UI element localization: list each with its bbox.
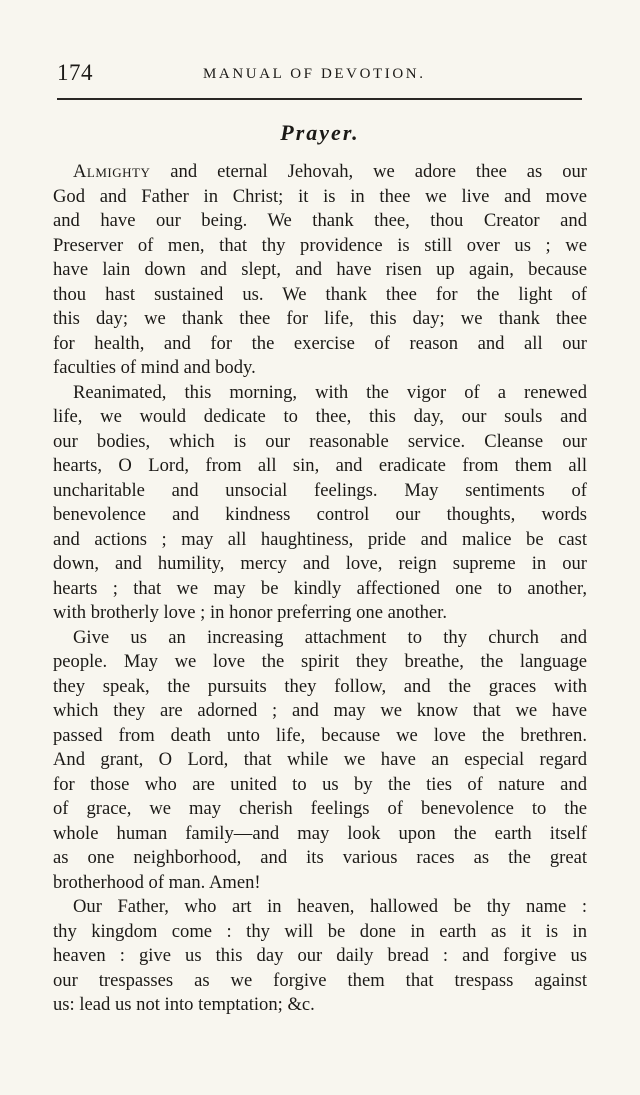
text-line: they speak, the pursuits they follow, and the graces with xyxy=(53,675,587,697)
paragraph-1 xyxy=(53,160,587,381)
text-line: of grace, we may cherish feelings of benevolence to the xyxy=(53,798,587,819)
text-line: with brotherly love ; in honor preferring one another. xyxy=(53,602,447,623)
text-line: uncharitable and unsocial feelings. May sentiments of xyxy=(53,479,587,501)
text-line: hearts ; that we may be kindly affectioned one to another, xyxy=(53,577,587,599)
text-line: thy kingdom come : thy will be done in earth as it is in xyxy=(53,920,587,942)
text-line: this day; we thank thee for life, this day; we thank thee xyxy=(53,308,587,329)
text-line: our trespasses as we forgive them that trespass against xyxy=(53,969,587,991)
text-line-rest: and eternal Jehovah, we adore thee as our xyxy=(150,161,587,182)
running-title: MANUAL OF DEVOTION. xyxy=(203,66,426,82)
text-line: Preserver of men, that thy providence is still over us ; we xyxy=(53,234,587,256)
header-rule xyxy=(57,98,582,100)
text-line: down, and humility, mercy and love, reign supreme in our xyxy=(53,553,587,574)
text-line: brotherhood of man. Amen! xyxy=(53,871,261,893)
paragraph-4 xyxy=(53,895,587,1018)
text-line: us: lead us not into temptation; &c. xyxy=(53,994,315,1015)
text-line: passed from death unto life, because we love the brethren. xyxy=(53,724,587,746)
text-line: for those who are united to us by the ties of nature and xyxy=(53,773,587,795)
page-number: 174 xyxy=(57,60,93,85)
text-line: which they are adorned ; and may we know that we have xyxy=(53,700,587,721)
text-line: for health, and for the exercise of reason and all our xyxy=(53,332,587,354)
text-line: thou hast sustained us. We thank thee for the light of xyxy=(53,283,587,305)
section-title: Prayer. xyxy=(280,120,360,145)
text-line: and actions ; may all haughtiness, pride and malice be cast xyxy=(53,528,587,550)
text-line: God and Father in Christ; it is in thee we live and move xyxy=(53,185,587,207)
text-line: Reanimated, this morning, with the vigor of a renewed xyxy=(73,381,587,403)
text-line: Give us an increasing attachment to thy church and xyxy=(73,626,587,648)
text-line: have lain down and slept, and have risen up again, because xyxy=(53,259,587,280)
text-line: life, we would dedicate to thee, this day, our souls and xyxy=(53,406,587,427)
text-line: as one neighborhood, and its various races as the great xyxy=(53,847,587,868)
text-line: benevolence and kindness control our thoughts, words xyxy=(53,504,587,525)
text-line: and have our being. We thank thee, thou Creator and xyxy=(53,210,587,231)
text-line: whole human family—and may look upon the earth itself xyxy=(53,822,587,844)
text-line: hearts, O Lord, from all sin, and eradicate from them all xyxy=(53,455,587,476)
text-line xyxy=(53,160,587,185)
text-line: our bodies, which is our reasonable service. Cleanse our xyxy=(53,430,587,452)
paragraph-3 xyxy=(53,626,587,896)
lead-word: Almighty xyxy=(73,161,151,182)
prayer-body xyxy=(53,160,587,1018)
text-line: people. May we love the spirit they breathe, the language xyxy=(53,651,587,672)
text-line: And grant, O Lord, that while we have an especial regard xyxy=(53,749,587,770)
paragraph-2 xyxy=(53,381,587,626)
text-line: faculties of mind and body. xyxy=(53,357,256,378)
text-line: Our Father, who art in heaven, hallowed be thy name : xyxy=(73,896,587,917)
text-line: heaven : give us this day our daily bread : and forgive us xyxy=(53,945,587,966)
